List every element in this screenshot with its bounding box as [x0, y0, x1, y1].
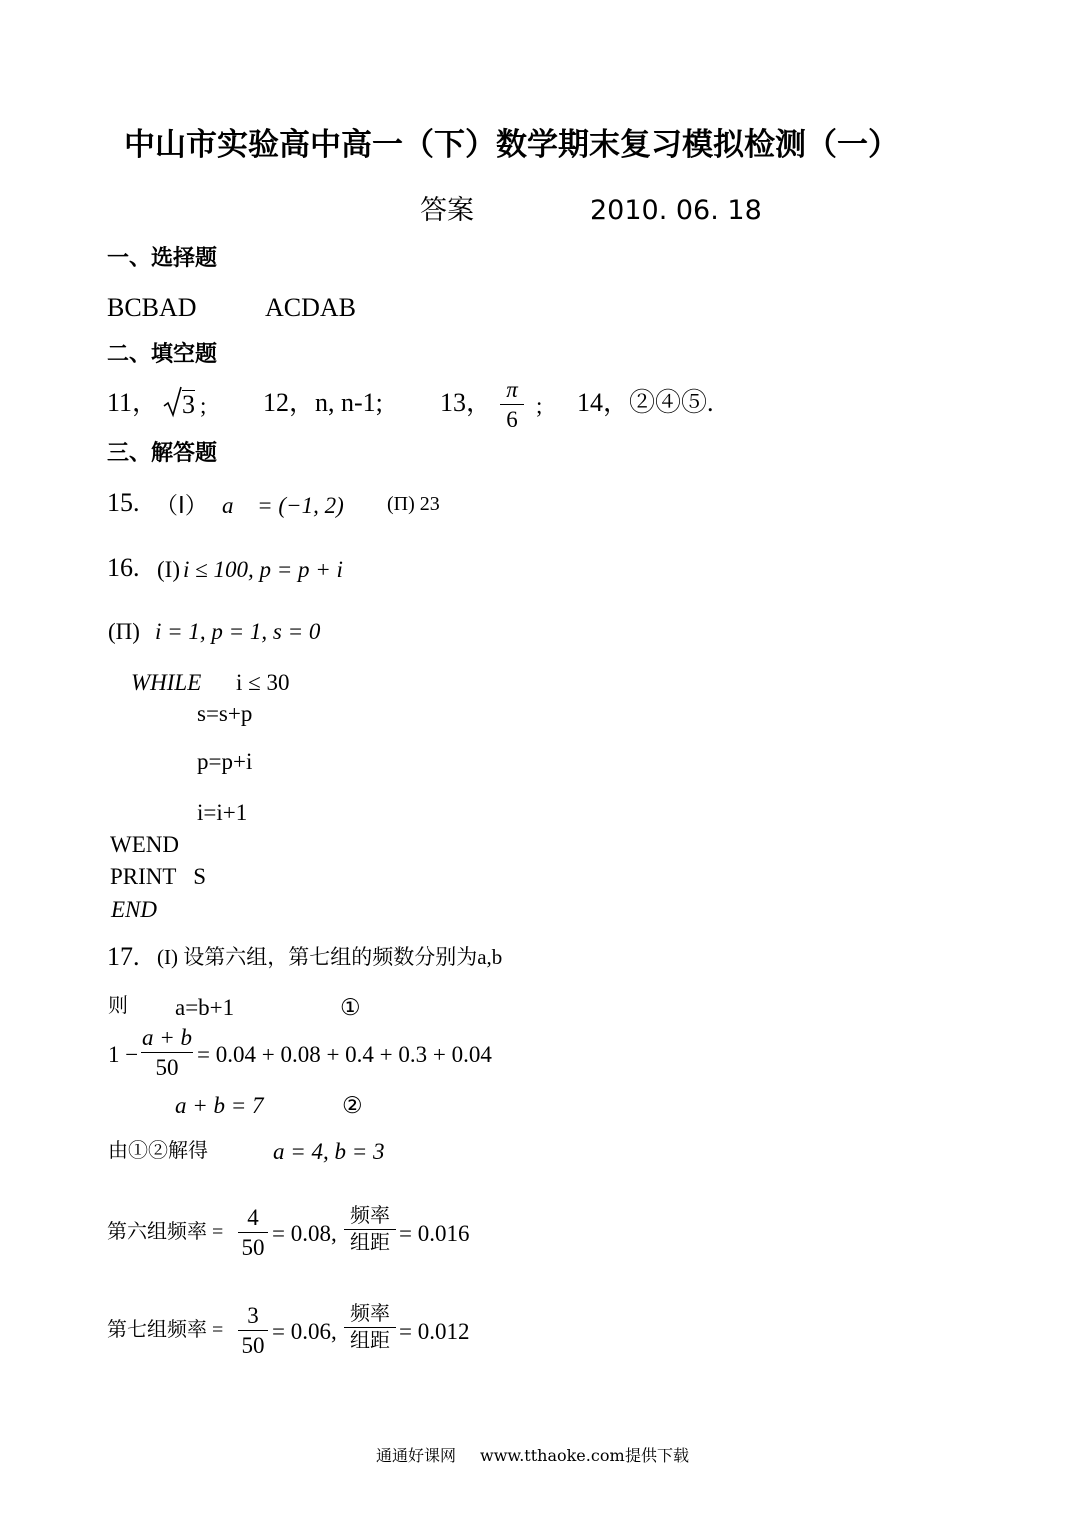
f6-result: = 0.016 [399, 1221, 470, 1246]
code-line-1: s=s+p [197, 701, 253, 726]
solve-label: 由①②解得 [108, 1140, 208, 1162]
f7-result: = 0.012 [399, 1319, 470, 1344]
f7-numerator: 3 [247, 1303, 259, 1328]
code-line-3: i=i+1 [197, 800, 248, 825]
choice-answers-1-5: BCBAD [107, 293, 197, 322]
q13-denominator: 6 [506, 407, 518, 432]
fraction-bar [344, 1327, 396, 1328]
f7-denominator: 50 [241, 1333, 265, 1358]
eq1-prefix: 则 [108, 995, 128, 1017]
answer-label: 答案 [420, 195, 474, 226]
code-wend: WEND [110, 832, 179, 857]
eq1-tag: ① [340, 995, 361, 1020]
f7-ratio-denominator: 组距 [350, 1330, 390, 1352]
f6-fraction [238, 1206, 268, 1259]
eq2-rest: = 0.04 + 0.08 + 0.4 + 0.3 + 0.04 [197, 1042, 492, 1067]
code-while: WHILE [131, 670, 202, 695]
eq1: a=b+1 [175, 995, 235, 1020]
document-date: 2010. 06. 18 [590, 195, 762, 226]
f7-fraction [238, 1304, 268, 1357]
fraction-bar [238, 1330, 268, 1331]
page-title: 中山市实验高中高一（下）数学期末复习模拟检测（一） [124, 127, 899, 163]
footer-right: 提供下载 [625, 1446, 690, 1465]
q16-expression: i ≤ 100, p = p + i [183, 557, 343, 582]
fraction-bar [141, 1052, 193, 1053]
f6-ratio-numerator: 频率 [350, 1205, 390, 1227]
q15-label: 15. [107, 488, 140, 517]
fraction-bar [344, 1229, 396, 1230]
q12-answer: 12，n, n-1; [263, 388, 383, 417]
q11-label: 11， [107, 388, 159, 417]
q15-part1: （Ⅰ） [155, 493, 208, 518]
q16-init: i = 1, p = 1, s = 0 [155, 619, 321, 644]
eq2-lead: 1 − [108, 1042, 139, 1067]
eq3: a + b = 7 [175, 1093, 264, 1118]
section-choice-heading: 一、选择题 [107, 246, 218, 271]
f6-label: 第六组频率 = [107, 1221, 224, 1243]
section-fill-heading: 二、填空题 [107, 342, 218, 367]
code-condition: i ≤ 30 [236, 670, 290, 695]
q13-end: ; [536, 393, 543, 418]
eq2-fraction [141, 1026, 193, 1079]
q17-part1: (I) 设第六组，第七组的频数分别为a,b [157, 945, 503, 969]
f6-ratio-denominator: 组距 [350, 1232, 390, 1254]
footer-site-link[interactable]: www.tthaoke.com [480, 1446, 625, 1465]
eq2-numerator: a + b [141, 1025, 193, 1050]
solve-expression: a = 4, b = 3 [273, 1139, 385, 1164]
f7-ratio-fraction [344, 1304, 396, 1351]
code-line-2: p=p+i [197, 749, 253, 774]
f6-denominator: 50 [241, 1235, 265, 1260]
q13-numerator: π [506, 377, 518, 402]
f7-label: 第七组频率 = [107, 1319, 224, 1341]
q13-fraction [500, 378, 524, 431]
q13-label: 13， [440, 388, 493, 417]
q15-part2: (Π) 23 [387, 493, 440, 515]
q16-part2: (Π) [108, 619, 140, 644]
eq3-tag: ② [342, 1093, 363, 1118]
q17-label: 17. [107, 942, 140, 971]
q16-label: 16. [107, 553, 140, 582]
q16-part1: (I) [157, 557, 180, 582]
q11-root-value: 3 [182, 390, 195, 419]
footer-left: 通通好课网 [376, 1446, 457, 1465]
q11-end: ; [200, 393, 207, 418]
section-solve-heading: 三、解答题 [107, 441, 218, 466]
code-end: END [111, 897, 157, 922]
q14-answer: 14，②④⑤. [577, 388, 714, 417]
q15-expression: a⃗ = (−1, 2) [222, 493, 344, 518]
f6-ratio-fraction [344, 1206, 396, 1253]
sqrt-sign-icon [163, 384, 183, 418]
f6-numerator: 4 [247, 1205, 259, 1230]
fraction-bar [238, 1232, 268, 1233]
choice-answers-6-10: ACDAB [265, 293, 357, 322]
eq2-denominator: 50 [155, 1055, 179, 1080]
code-print: PRINT S [110, 864, 207, 889]
f7-mid: = 0.06, [272, 1319, 337, 1344]
f6-mid: = 0.08, [272, 1221, 337, 1246]
fraction-bar [500, 404, 524, 405]
f7-ratio-numerator: 频率 [350, 1303, 390, 1325]
